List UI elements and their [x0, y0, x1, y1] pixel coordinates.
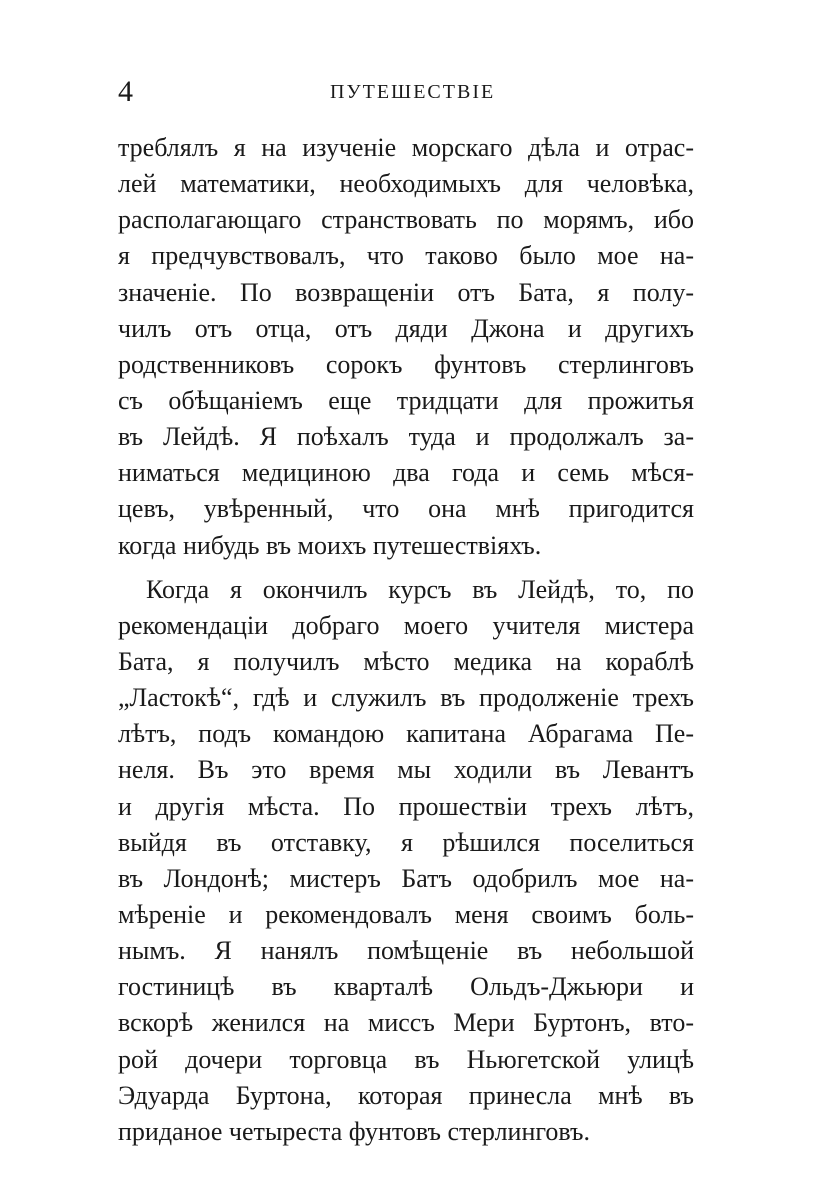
text-line: я предчувствовалъ, что таково было мое на- — [118, 241, 694, 270]
text-line: когда нибудь въ моихъ путешествіяхъ. — [118, 531, 542, 560]
text-line: въ Лейдѣ. Я поѣхалъ туда и продолжалъ за- — [118, 422, 694, 451]
text-line: вскорѣ женился на миссъ Мери Буртонъ, вто- — [118, 1008, 694, 1037]
text-line: Эдуарда Буртона, которая принесла мнѣ въ — [118, 1081, 694, 1110]
text-line: ниматься медициною два года и семь мѣся- — [118, 458, 694, 487]
text-line: лѣтъ, подъ командою капитана Абрагама Пе- — [118, 719, 694, 748]
page-number: 4 — [118, 75, 133, 108]
text-line: рой дочери торговца въ Ньюгетской улицѣ — [118, 1045, 694, 1074]
text-line: родственниковъ сорокъ фунтовъ стерлинговъ — [118, 350, 694, 379]
text-line: лей математики, необходимыхъ для человѣка, — [118, 169, 694, 198]
running-title: ПУТЕШЕСТВІЕ — [330, 81, 496, 103]
text-line: чилъ отъ отца, отъ дяди Джона и другихъ — [118, 314, 694, 343]
text-line: въ Лондонѣ; мистеръ Батъ одобрилъ мое на- — [118, 864, 694, 893]
text-line: Бата, я получилъ мѣсто медика на кораблѣ — [118, 647, 694, 676]
text-line: приданое четыреста фунтовъ стерлинговъ. — [118, 1117, 590, 1146]
text-line: нымъ. Я нанялъ помѣщеніе въ небольшой — [118, 936, 694, 965]
text-line: „Ластокѣ“, гдѣ и служилъ въ продолженіе трехъ — [118, 683, 694, 712]
text-line: гостиницѣ въ кварталѣ Ольдъ-Джьюри и — [118, 972, 694, 1001]
text-line: треблялъ я на изученіе морскаго дѣла и отрас- — [118, 133, 694, 162]
text-line: Когда я окончилъ курсъ въ Лейдѣ, то, по — [146, 575, 694, 604]
text-line: съ обѣщаніемъ еще тридцати для прожитья — [118, 386, 694, 415]
text-line: неля. Въ это время мы ходили въ Левантъ — [118, 755, 694, 784]
text-line: цевъ, увѣренный, что она мнѣ пригодится — [118, 494, 694, 523]
text-line: значеніе. По возвращеніи отъ Бата, я полу- — [118, 278, 694, 307]
text-line: располагающаго странствовать по морямъ, ибо — [118, 205, 694, 234]
text-line: и другія мѣста. По прошествіи трехъ лѣтъ, — [118, 792, 694, 821]
text-line: мѣреніе и рекомендовалъ меня своимъ боль- — [118, 900, 694, 929]
text-line: выйдя въ отставку, я рѣшился поселиться — [118, 828, 694, 857]
text-line: рекомендаціи добраго моего учителя мистера — [118, 611, 694, 640]
